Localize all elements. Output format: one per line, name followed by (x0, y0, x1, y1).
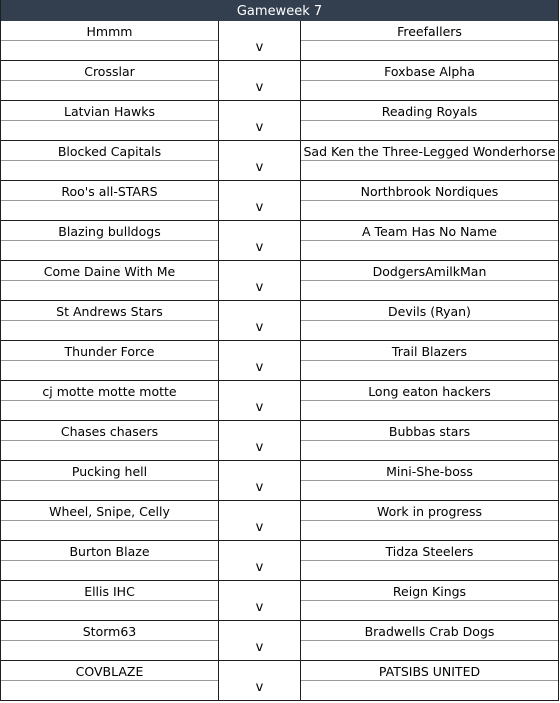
away-team-cell[interactable] (301, 341, 558, 380)
away-team-name[interactable]: Sad Ken the Three-Legged Wonderhorse (301, 141, 558, 161)
home-empty-cell[interactable] (1, 161, 218, 180)
away-empty-cell[interactable] (301, 361, 558, 380)
away-team-name[interactable]: Reading Royals (301, 101, 558, 121)
away-team-name[interactable]: Devils (Ryan) (301, 301, 558, 321)
fixture-row (0, 461, 559, 501)
away-team-cell[interactable] (301, 421, 558, 460)
away-team-cell[interactable] (301, 181, 558, 220)
home-team-cell[interactable] (1, 301, 219, 340)
away-team-name[interactable]: Long eaton hackers (301, 381, 558, 401)
away-team-name[interactable]: Reign Kings (301, 581, 558, 601)
fixture-row (0, 661, 559, 701)
home-empty-cell[interactable] (1, 121, 218, 140)
away-team-cell[interactable] (301, 381, 558, 420)
away-empty-cell[interactable] (301, 201, 558, 220)
home-team-cell[interactable] (1, 621, 219, 660)
fixture-row (0, 621, 559, 661)
away-team-cell[interactable] (301, 541, 558, 580)
away-team-cell[interactable] (301, 101, 558, 140)
away-empty-cell[interactable] (301, 681, 558, 700)
away-team-name[interactable]: Work in progress (301, 501, 558, 521)
versus-cell[interactable]: v (219, 501, 301, 540)
away-team-name[interactable]: A Team Has No Name (301, 221, 558, 241)
home-empty-cell[interactable] (1, 441, 218, 460)
fixtures-list (0, 21, 559, 701)
away-team-cell[interactable] (301, 141, 558, 180)
home-empty-cell[interactable] (1, 681, 218, 700)
away-empty-cell[interactable] (301, 401, 558, 420)
gameweek-title[interactable]: Gameweek 7 (0, 0, 559, 21)
versus-cell[interactable]: v (219, 301, 301, 340)
home-empty-cell[interactable] (1, 81, 218, 100)
fixture-row (0, 301, 559, 341)
away-team-cell[interactable] (301, 581, 558, 620)
fixture-row (0, 261, 559, 301)
home-empty-cell[interactable] (1, 481, 218, 500)
fixture-row (0, 61, 559, 101)
away-empty-cell[interactable] (301, 161, 558, 180)
home-empty-cell[interactable] (1, 201, 218, 220)
away-empty-cell[interactable] (301, 561, 558, 580)
home-team-name[interactable]: Latvian Hawks (1, 101, 218, 121)
away-empty-cell[interactable] (301, 41, 558, 60)
home-empty-cell[interactable] (1, 361, 218, 380)
home-team-cell[interactable] (1, 141, 219, 180)
fixture-row (0, 341, 559, 381)
home-empty-cell[interactable] (1, 561, 218, 580)
away-team-name[interactable]: Mini-She-boss (301, 461, 558, 481)
home-empty-cell[interactable] (1, 601, 218, 620)
home-team-name[interactable]: cj motte motte motte (1, 381, 218, 401)
away-empty-cell[interactable] (301, 441, 558, 460)
home-team-name[interactable]: Chases chasers (1, 421, 218, 441)
versus-cell[interactable]: v (219, 61, 301, 100)
home-team-name[interactable]: Ellis IHC (1, 581, 218, 601)
fixture-row (0, 381, 559, 421)
versus-cell[interactable]: v (219, 661, 301, 700)
home-team-cell[interactable] (1, 21, 219, 60)
home-team-cell[interactable] (1, 61, 219, 100)
home-team-name[interactable]: Crosslar (1, 61, 218, 81)
versus-cell[interactable]: v (219, 341, 301, 380)
fixture-row (0, 101, 559, 141)
home-team-name[interactable]: Pucking hell (1, 461, 218, 481)
fixture-row (0, 141, 559, 181)
versus-cell[interactable]: v (219, 421, 301, 460)
away-team-name[interactable]: PATSIBS UNITED (301, 661, 558, 681)
away-empty-cell[interactable] (301, 601, 558, 620)
away-team-cell[interactable] (301, 661, 558, 700)
versus-cell[interactable]: v (219, 381, 301, 420)
versus-cell[interactable]: v (219, 221, 301, 260)
home-team-name[interactable]: Wheel, Snipe, Celly (1, 501, 218, 521)
home-team-cell[interactable] (1, 181, 219, 220)
away-team-name[interactable]: DodgersAmilkMan (301, 261, 558, 281)
fixture-row (0, 541, 559, 581)
home-team-name[interactable]: Storm63 (1, 621, 218, 641)
versus-cell[interactable]: v (219, 541, 301, 580)
away-team-name[interactable]: Bradwells Crab Dogs (301, 621, 558, 641)
versus-cell[interactable]: v (219, 461, 301, 500)
away-team-name[interactable]: Tidza Steelers (301, 541, 558, 561)
home-team-cell[interactable] (1, 381, 219, 420)
versus-cell[interactable]: v (219, 261, 301, 300)
home-empty-cell[interactable] (1, 401, 218, 420)
fixture-row (0, 421, 559, 461)
away-team-cell[interactable] (301, 21, 558, 60)
away-empty-cell[interactable] (301, 321, 558, 340)
away-team-cell[interactable] (301, 501, 558, 540)
home-team-cell[interactable] (1, 421, 219, 460)
away-empty-cell[interactable] (301, 241, 558, 260)
away-team-cell[interactable] (301, 461, 558, 500)
away-team-cell[interactable] (301, 621, 558, 660)
home-team-cell[interactable] (1, 661, 219, 700)
home-team-cell[interactable] (1, 101, 219, 140)
away-empty-cell[interactable] (301, 121, 558, 140)
away-empty-cell[interactable] (301, 81, 558, 100)
home-team-cell[interactable] (1, 501, 219, 540)
home-team-cell[interactable] (1, 261, 219, 300)
away-team-cell[interactable] (301, 221, 558, 260)
versus-cell[interactable]: v (219, 101, 301, 140)
away-team-name[interactable]: Foxbase Alpha (301, 61, 558, 81)
away-empty-cell[interactable] (301, 481, 558, 500)
fixture-row (0, 501, 559, 541)
home-team-name[interactable]: Blocked Capitals (1, 141, 218, 161)
home-team-cell[interactable] (1, 541, 219, 580)
away-team-cell[interactable] (301, 61, 558, 100)
away-team-cell[interactable] (301, 261, 558, 300)
away-empty-cell[interactable] (301, 281, 558, 300)
away-empty-cell[interactable] (301, 521, 558, 540)
home-team-name[interactable]: Thunder Force (1, 341, 218, 361)
home-team-cell[interactable] (1, 221, 219, 260)
home-empty-cell[interactable] (1, 41, 218, 60)
versus-cell[interactable]: v (219, 581, 301, 620)
away-team-name[interactable]: Freefallers (301, 21, 558, 41)
fixture-row (0, 21, 559, 61)
home-team-cell[interactable] (1, 461, 219, 500)
versus-cell[interactable]: v (219, 181, 301, 220)
fixture-row (0, 181, 559, 221)
versus-cell[interactable]: v (219, 621, 301, 660)
away-team-name[interactable]: Northbrook Nordiques (301, 181, 558, 201)
fixture-row (0, 221, 559, 261)
versus-cell[interactable]: v (219, 141, 301, 180)
home-empty-cell[interactable] (1, 241, 218, 260)
away-empty-cell[interactable] (301, 641, 558, 660)
home-team-name[interactable]: St Andrews Stars (1, 301, 218, 321)
home-team-cell[interactable] (1, 341, 219, 380)
home-empty-cell[interactable] (1, 281, 218, 300)
away-team-name[interactable]: Trail Blazers (301, 341, 558, 361)
home-team-name[interactable]: Hmmm (1, 21, 218, 41)
away-team-name[interactable]: Bubbas stars (301, 421, 558, 441)
home-team-cell[interactable] (1, 581, 219, 620)
versus-cell[interactable]: v (219, 21, 301, 60)
home-team-name[interactable]: Blazing bulldogs (1, 221, 218, 241)
fixture-row (0, 581, 559, 621)
home-empty-cell[interactable] (1, 521, 218, 540)
away-team-cell[interactable] (301, 301, 558, 340)
home-empty-cell[interactable] (1, 641, 218, 660)
home-team-name[interactable]: Come Daine With Me (1, 261, 218, 281)
home-team-name[interactable]: COVBLAZE (1, 661, 218, 681)
home-team-name[interactable]: Burton Blaze (1, 541, 218, 561)
home-team-name[interactable]: Roo's all-STARS (1, 181, 218, 201)
home-empty-cell[interactable] (1, 321, 218, 340)
